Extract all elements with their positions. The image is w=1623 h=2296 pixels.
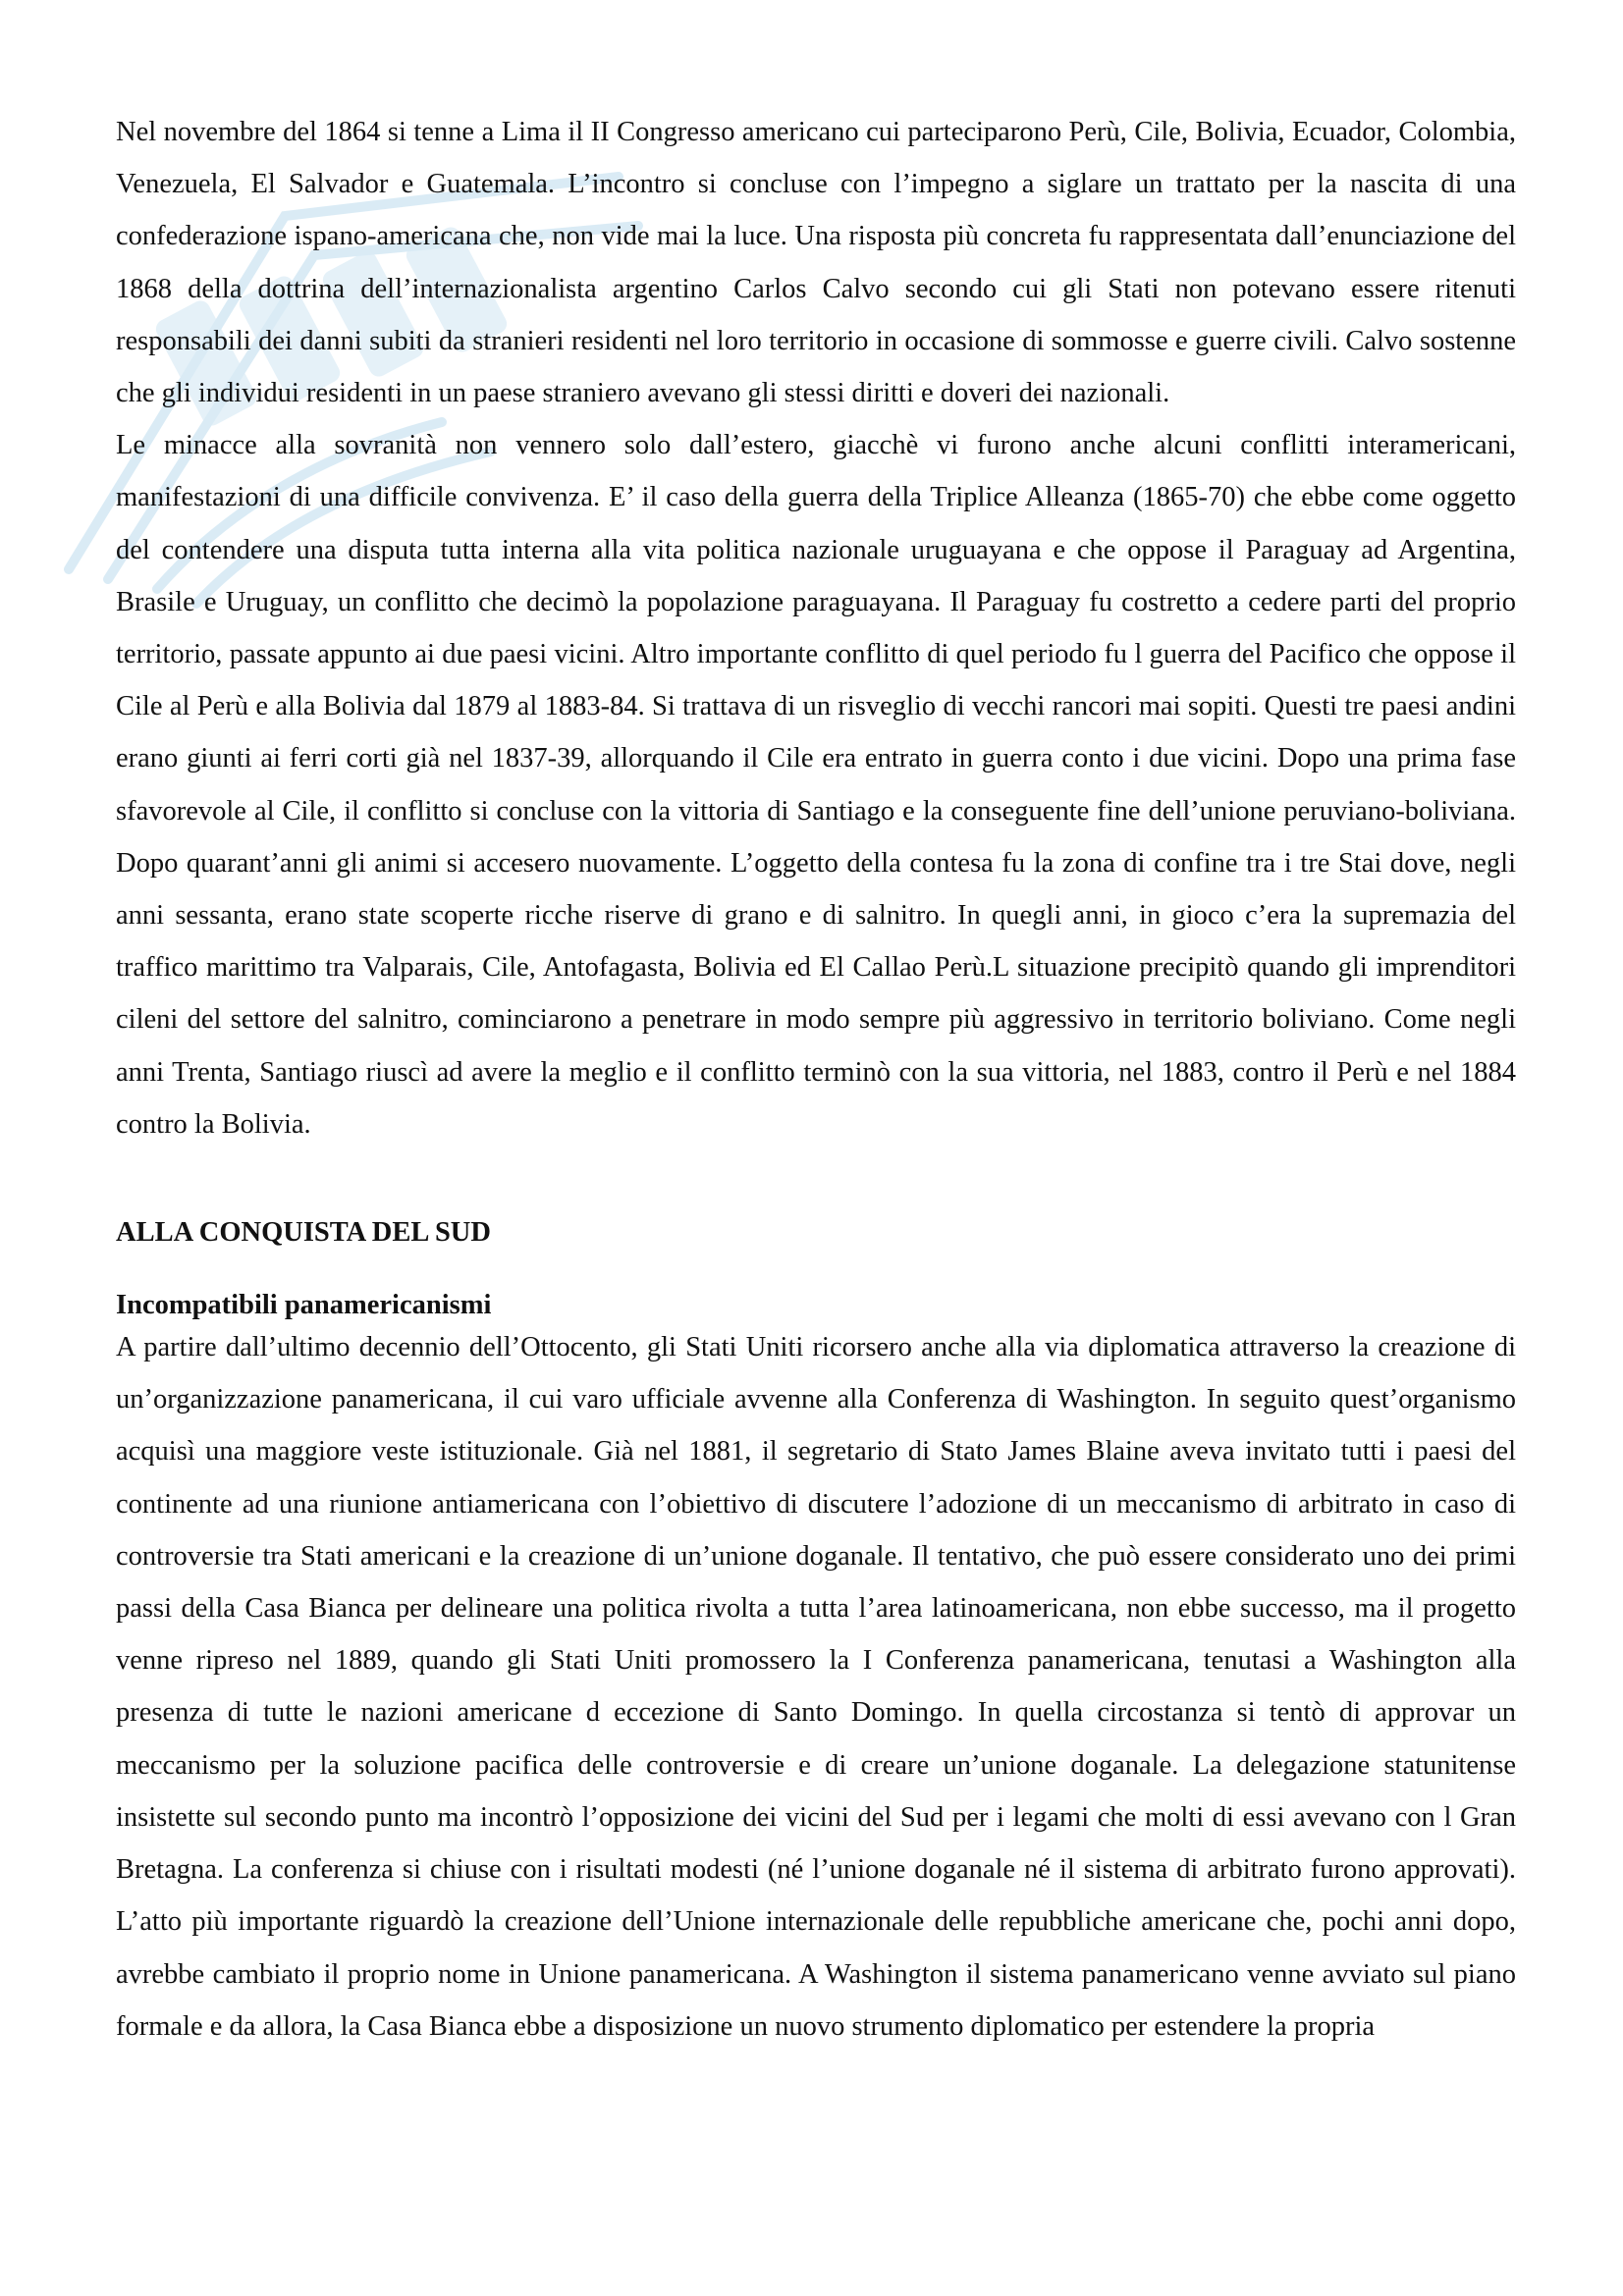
document-page bbox=[116, 106, 1516, 2053]
subsection-heading: Incompatibili panamericanismi bbox=[116, 1290, 492, 1321]
paragraph-panamericanism: A partire dall’ultimo decennio dell’Ottocento, gli Stati Uniti ricorsero anche alla via diplomatica attraverso la creazione di un’organizzazione panamericana, il cui varo ufficiale avvenne alla Conferenza di Washington. In seguito quest’organismo acquisì una maggiore veste istituzionale. Già nel 1881, il segretario di Stato James Blaine aveva invitato tutti i paesi del continente ad una riunione antiamericana con l’obiettivo di discutere l’adozione di un meccanismo di arbitrato in caso di controversie tra Stati americani e la creazione di un’unione doganale. Il tentativo, che può essere considerato uno dei primi passi della Casa Bianca per delineare una politica rivolta a tutta l’area latinoamericana, non ebbe successo, ma il progetto venne ripreso nel 1889, quando gli Stati Uniti promossero la I Conferenza panamericana, tenutasi a Washington alla presenza di tutte le nazioni americane d eccezione di Santo Domingo. In quella circostanza si tentò di approvar un meccanismo per la soluzione pacifica delle controversie e di creare un’unione doganale. La delegazione statunitense insistette sul secondo punto ma incontrò l’opposizione dei vicini del Sud per i legami che molti di essi avevano con l Gran Bretagna. La conferenza si chiuse con i risultati modesti (né l’unione doganale né il sistema di arbitrato furono approvati). L’atto più importante riguardò la creazione dell’Unione internazionale delle repubbliche americane che, pochi anni dopo, avrebbe cambiato il proprio nome in Unione panamericana. A Washington il sistema panamericano venne avviato sul piano formale e da allora, la Casa Bianca ebbe a disposizione un nuovo strumento diplomatico per estendere la propria bbox=[116, 1332, 1516, 2042]
paragraph-congress-lima: Nel novembre del 1864 si tenne a Lima il II Congresso americano cui parteciparono Perù, Cile, Bolivia, Ecuador, Colombia, Venezuela, El Salvador e Guatemala. L’incontro si concluse con l’impegno a siglare un trattato per la nascita di una confederazione ispano-americana che, non vide mai la luce. Una risposta più concreta fu rappresentata dall’enunciazione del 1868 della dottrina dell’internazionalista argentino Carlos Calvo secondo cui gli Stati non potevano essere ritenuti responsabili dei danni subiti da stranieri residenti nel loro territorio in occasione di sommosse e guerre civili. Calvo sostenne che gli individui residenti in un paese straniero avevano gli stessi diritti e doveri dei nazionali. bbox=[116, 117, 1516, 409]
section-heading: ALLA CONQUISTA DEL SUD bbox=[116, 1217, 491, 1249]
paragraph-interamerican-conflicts: Le minacce alla sovranità non vennero solo dall’estero, giacchè vi furono anche alcuni conflitti interamericani, manifestazioni di una difficile convivenza. E’ il caso della guerra della Triplice Alleanza (1865-70) che ebbe come oggetto del contendere una disputa tutta interna alla vita politica nazionale uruguayana e che oppose il Paraguay ad Argentina, Brasile e Uruguay, un conflitto che decimò la popolazione paraguayana. Il Paraguay fu costretto a cedere parti del proprio territorio, passate appunto ai due paesi vicini. Altro importante conflitto di quel periodo fu l guerra del Pacifico che oppose il Cile al Perù e alla Bolivia dal 1879 al 1883-84. Si trattava di un risveglio di vecchi rancori mai sopiti. Questi tre paesi andini erano giunti ai ferri corti già nel 1837-39, allorquando il Cile era entrato in guerra conto i due vicini. Dopo una prima fase sfavorevole al Cile, il conflitto si concluse con la vittoria di Santiago e la conseguente fine dell’unione peruviano-boliviana. Dopo quarant’anni gli animi si accesero nuovamente. L’oggetto della contesa fu la zona di confine tra i tre Stai dove, negli anni sessanta, erano state scoperte ricche riserve di grano e di salnitro. In quegli anni, in gioco c’era la supremazia del traffico marittimo tra Valparais, Cile, Antofagasta, Bolivia ed El Callao Perù.L situazione precipitò quando gli imprenditori cileni del settore del salnitro, cominciarono a penetrare in modo sempre più aggressivo in territorio boliviano. Come negli anni Trenta, Santiago riuscì ad avere la meglio e il conflitto terminò con la sua vittoria, nel 1883, contro il Perù e nel 1884 contro la Bolivia. bbox=[116, 430, 1516, 1140]
